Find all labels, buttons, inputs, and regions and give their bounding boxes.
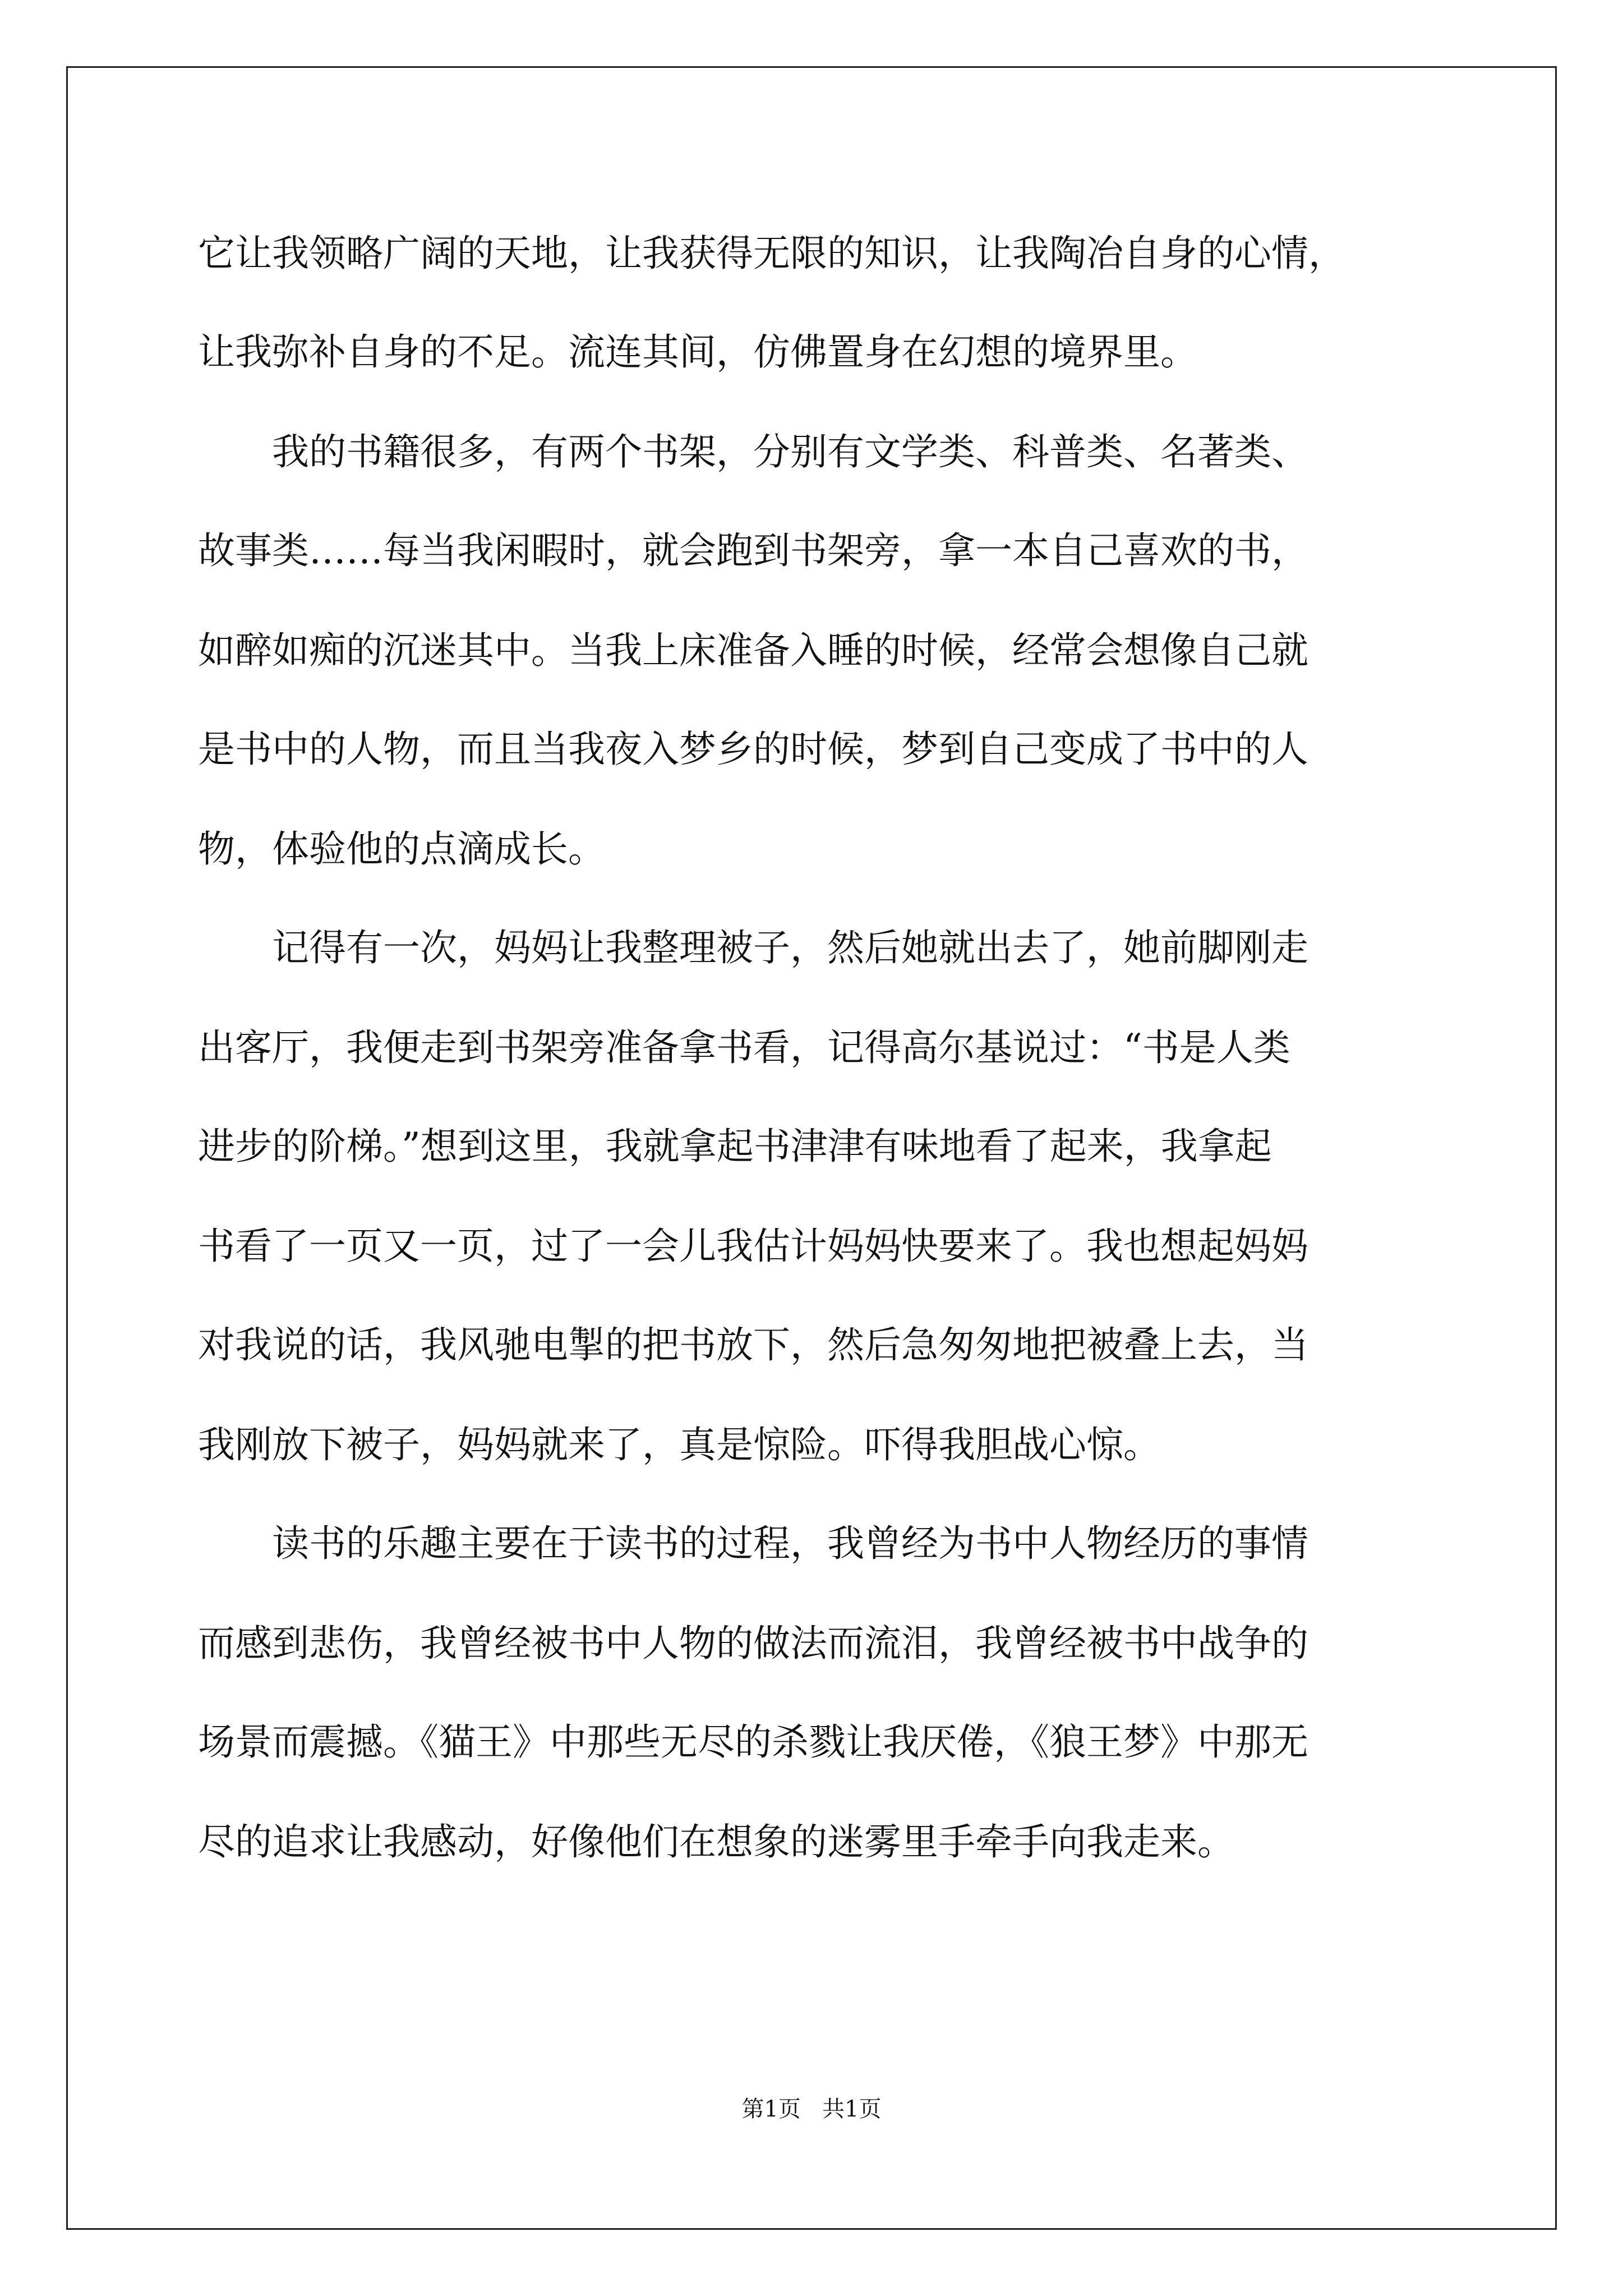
text-line: 是书中的人物，而且当我夜入梦乡的时候，梦到自己变成了书中的人	[198, 728, 1308, 771]
text-line: 我刚放下被子，妈妈就来了，真是惊险。吓得我胆战心惊。	[198, 1423, 1160, 1466]
text-line: 出客厅，我便走到书架旁准备拿书看，记得高尔基说过：“书是人类	[198, 1026, 1290, 1069]
text-line: 它让我领略广阔的天地，让我获得无限的知识，让我陶冶自身的心情，	[198, 232, 1345, 275]
page-footer: 第1页 共1页	[741, 2096, 882, 2122]
text-line: 读书的乐趣主要在于读书的过程，我曾经为书中人物经历的事情	[198, 1522, 1308, 1565]
text-line: 对我说的话，我风驰电掣的把书放下，然后急匆匆地把被叠上去，当	[198, 1323, 1308, 1366]
text-line: 书看了一页又一页，过了一会儿我估计妈妈快要来了。我也想起妈妈	[198, 1225, 1308, 1268]
text-line: 我的书籍很多，有两个书架，分别有文学类、科普类、名著类、	[198, 430, 1308, 473]
text-line: 让我弥补自身的不足。流连其间，仿佛置身在幻想的境界里。	[198, 330, 1197, 374]
text-line: 进步的阶梯。”想到这里，我就拿起书津津有味地看了起来，我拿起	[198, 1125, 1272, 1168]
text-line: 尽的追求让我感动，好像他们在想象的迷雾里手牵手向我走来。	[198, 1820, 1234, 1864]
text-line: 物，体验他的点滴成长。	[198, 827, 605, 871]
text-line: 记得有一次，妈妈让我整理被子，然后她就出去了，她前脚刚走	[198, 926, 1308, 969]
text-line: 故事类……每当我闲暇时，就会跑到书架旁，拿一本自己喜欢的书，	[198, 529, 1308, 572]
text-line: 而感到悲伤，我曾经被书中人物的做法而流泪，我曾经被书中战争的	[198, 1622, 1308, 1665]
text-line: 场景而震撼。《猫王》中那些无尽的杀戮让我厌倦，《狼王梦》中那无	[198, 1720, 1308, 1764]
text-line: 如醉如痴的沉迷其中。当我上床准备入睡的时候，经常会想像自己就	[198, 629, 1308, 672]
